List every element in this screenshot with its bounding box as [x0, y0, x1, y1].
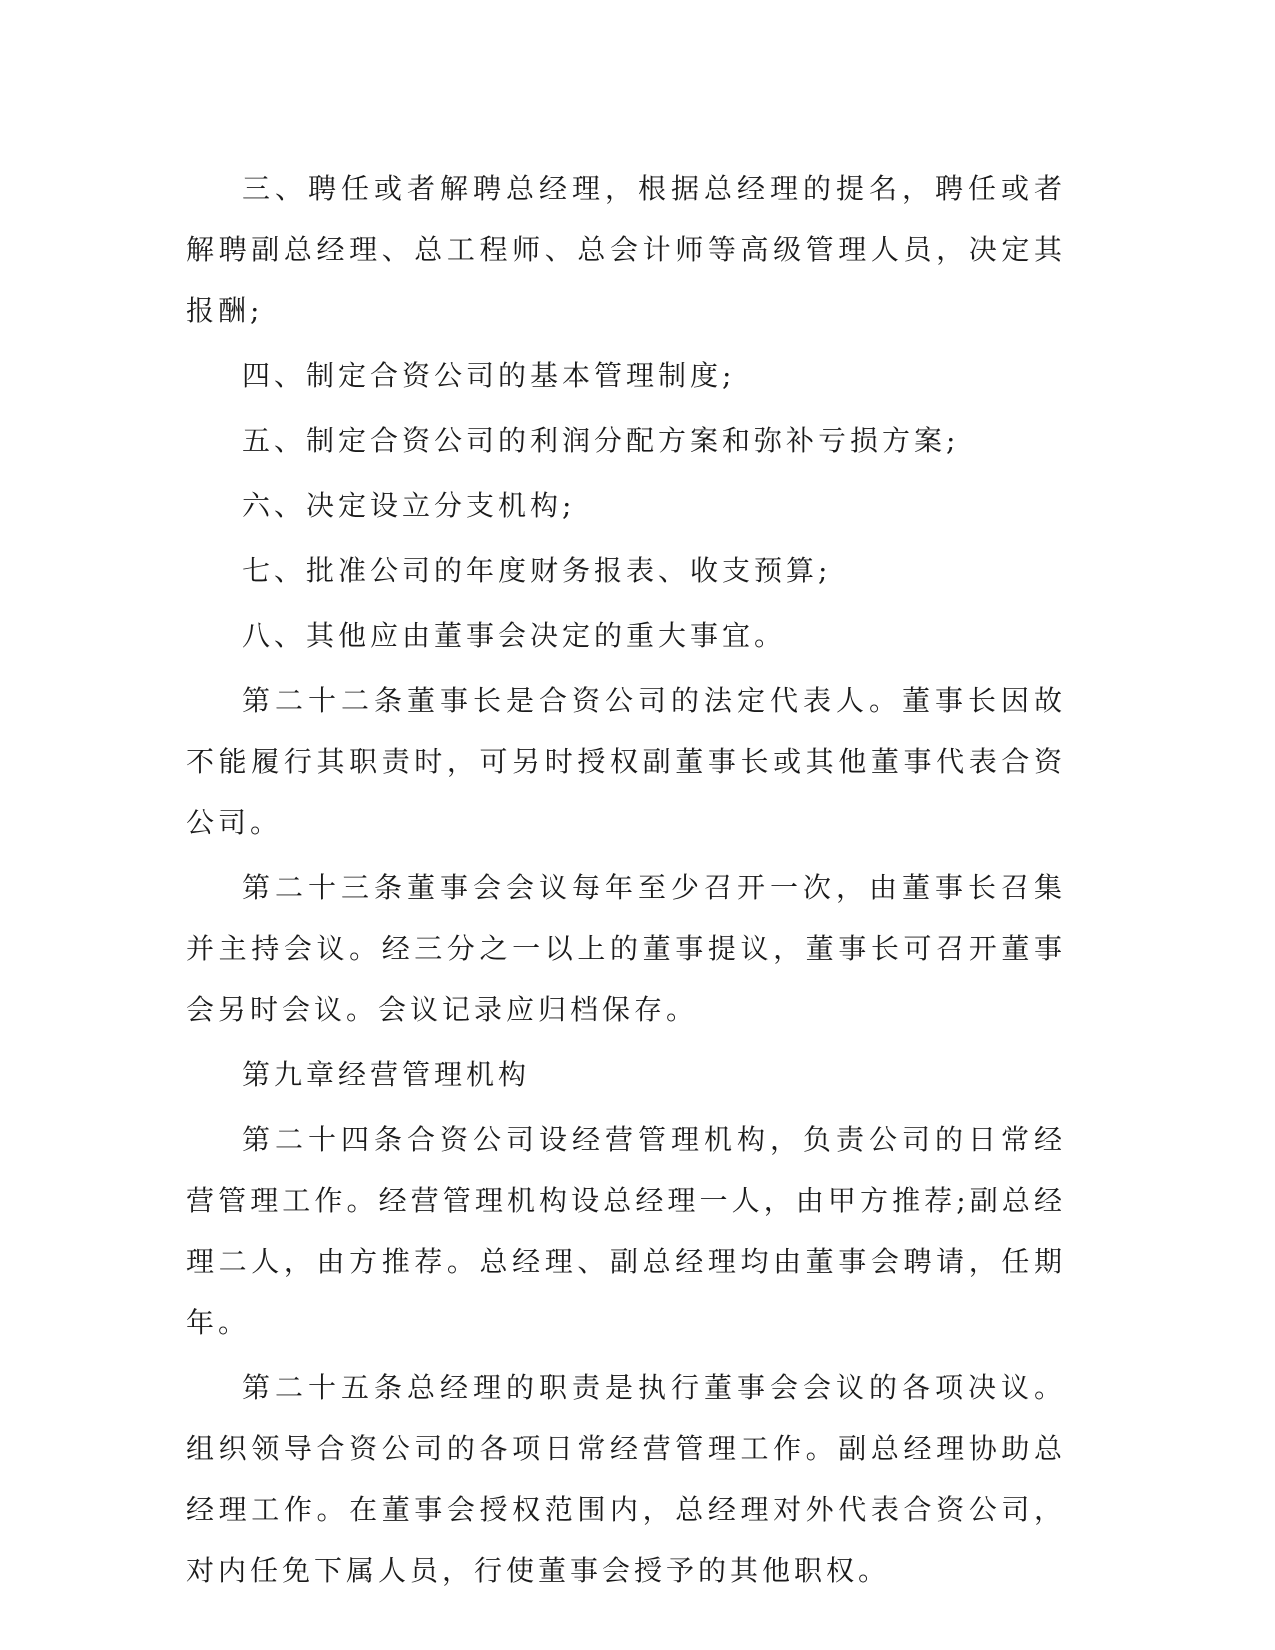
paragraph-item-6: 六、决定设立分支机构;	[242, 489, 576, 522]
paragraph-item-7: 七、批准公司的年度财务报表、收支预算;	[242, 554, 832, 587]
paragraph-article-24: 第二十四条合资公司设经营管理机构，负责公司的日常经营管理工作。经营管理机构设总经理一人，由甲方推荐;副总经理二人，由方推荐。总经理、副总经理均由董事会聘请，任期年。	[186, 1123, 1066, 1339]
chapter-heading: 第九章经营管理机构	[242, 1058, 531, 1091]
paragraph-item-5: 五、制定合资公司的利润分配方案和弥补亏损方案;	[242, 424, 960, 457]
paragraph-item-3: 三、聘任或者解聘总经理，根据总经理的提名，聘任或者解聘副总经理、总工程师、总会计师等高级管理人员，决定其报酬;	[186, 172, 1066, 327]
paragraph-article-22: 第二十二条董事长是合资公司的法定代表人。董事长因故不能履行其职责时，可另时授权副董事长或其他董事代表合资公司。	[186, 684, 1066, 839]
paragraph-article-23: 第二十三条董事会会议每年至少召开一次，由董事长召集并主持会议。经三分之一以上的董事提议，董事长可召开董事会另时会议。会议记录应归档保存。	[186, 871, 1066, 1026]
paragraph-item-8: 八、其他应由董事会决定的重大事宜。	[242, 619, 787, 652]
paragraph-item-4: 四、制定合资公司的基本管理制度;	[242, 359, 736, 392]
document-body	[186, 158, 1066, 1605]
paragraph-article-25: 第二十五条总经理的职责是执行董事会会议的各项决议。组织领导合资公司的各项日常经营管理工作。副总经理协助总经理工作。在董事会授权范围内，总经理对外代表合资公司，对内任免下属人员，行使董事会授予的其他职权。	[186, 1371, 1066, 1587]
